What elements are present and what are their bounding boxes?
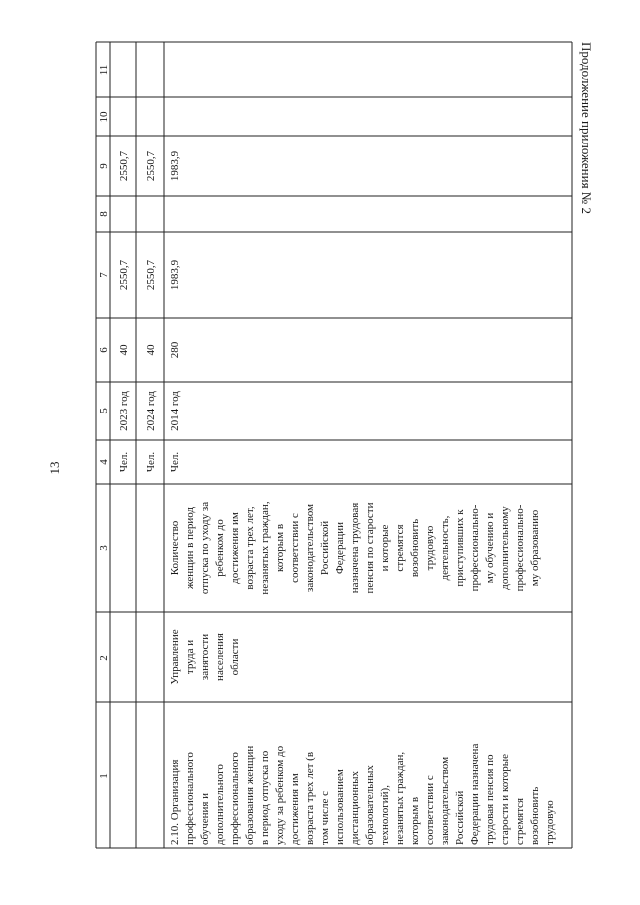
activity-line: возобновить [529,786,541,845]
activity-line: старости и которые [499,753,511,845]
row1-unit: Чел. [118,451,130,473]
activity-line: обучения и [199,792,211,845]
table-row-2024 [145,150,157,472]
indicator-line: которым в [274,523,286,573]
indicator-line: профессионально- [514,504,526,592]
activity-line: которым в [409,796,421,845]
indicator-line: му образованию [529,509,541,587]
data-table [96,42,572,848]
indicator-line: соответствии с [289,513,301,583]
activity-line: соответствии с [424,775,436,845]
indicator-line: возобновить [409,518,421,578]
activity-line: достижения им [289,773,301,845]
indicator-line: профессионально- [469,504,481,592]
indicator-line: достижения им [229,512,241,584]
activity-line: уходу за ребенком до [274,745,286,845]
activity-line: Федерации назначена [469,743,481,845]
row3-col7: 1983,9 [169,259,181,291]
executor-line: населения [214,633,226,681]
row2-count: 40 [145,344,157,356]
indicator-line: трудовую [424,525,436,571]
table-row-2-10 [169,150,556,845]
activity-line: дистанционных [349,770,361,845]
page-number: 13 [47,461,62,475]
row3-count: 280 [169,341,181,359]
indicator-line: отпуска по уходу за [199,501,211,595]
indicator-line: Российской [319,520,331,576]
indicator-line: незанятых граждан, [259,501,271,595]
activity-line: том числе с [319,791,331,845]
indicator-line: му обучению и [484,512,496,584]
header-col-5: 5 [98,408,110,414]
activity-line: образовательных [364,765,376,845]
row3-executor [169,629,241,684]
executor-line: области [229,638,241,676]
activity-line: профессионального [184,752,196,845]
row1-count: 40 [118,344,130,356]
row3-indicator [169,501,541,594]
row1-year: 2023 год [118,391,130,431]
indicator-line: дополнительному [499,506,511,590]
row3-col9: 1983,9 [169,150,181,182]
header-col-4: 4 [98,459,110,465]
indicator-line: стремятся [394,524,406,572]
activity-line: 2.10. Организация [169,759,181,845]
row1-col9: 2550,7 [118,150,130,182]
header-col-8: 8 [98,211,110,217]
row2-year: 2024 год [145,391,157,431]
table-row-2023 [118,150,130,472]
header-col-1: 1 [98,773,110,779]
row3-year: 2014 год [169,391,181,431]
indicator-line: Федерации [334,522,346,574]
indicator-line: законодательством [304,503,316,593]
table-header [98,65,110,779]
activity-line: технологий), [379,785,391,845]
activity-line: трудовая пенсия по [484,754,496,845]
activity-line: дополнительного [214,764,226,845]
activity-line: трудовую [544,800,556,845]
continuation-note-right: Продолжение приложения № 2 [579,42,594,214]
row2-unit: Чел. [145,451,157,473]
activity-line: стремятся [514,797,526,845]
indicator-line: пенсия по старости [364,502,376,594]
header-col-3: 3 [98,545,110,551]
indicator-line: и которые [379,524,391,572]
indicator-line: женщин в период [184,506,196,590]
indicator-line: назначена трудовая [349,502,361,594]
row2-col7: 2550,7 [145,259,157,291]
row1-col7: 2550,7 [118,259,130,291]
indicator-line: ребенком до [214,519,226,577]
table-grid [96,42,572,848]
activity-line: в период отпуска по [259,750,271,845]
activity-line: использованием [334,769,346,845]
activity-line: профессионального [229,752,241,845]
row3-activity [169,744,556,845]
row3-unit: Чел. [169,451,181,473]
indicator-line: Количество [169,520,181,576]
header-col-6: 6 [98,347,110,353]
activity-line: образования женщин [244,745,256,845]
executor-line: занятости [199,633,211,681]
activity-line: незанятых граждан, [394,751,406,845]
header-col-10: 10 [98,111,110,123]
indicator-line: деятельность, [439,515,451,581]
activity-line: законодательством [439,756,451,845]
activity-line: возраста трех лет (в [304,751,316,845]
executor-line: Управление [169,629,181,685]
header-col-7: 7 [98,272,110,278]
header-col-9: 9 [98,163,110,169]
row2-col9: 2550,7 [145,150,157,182]
indicator-line: возраста трех лет, [244,506,256,590]
indicator-line: приступивших к [454,509,466,587]
header-col-11: 11 [98,64,110,76]
header-col-2: 2 [98,655,110,661]
activity-line: Российской [454,790,466,845]
executor-line: труда и [184,639,196,675]
